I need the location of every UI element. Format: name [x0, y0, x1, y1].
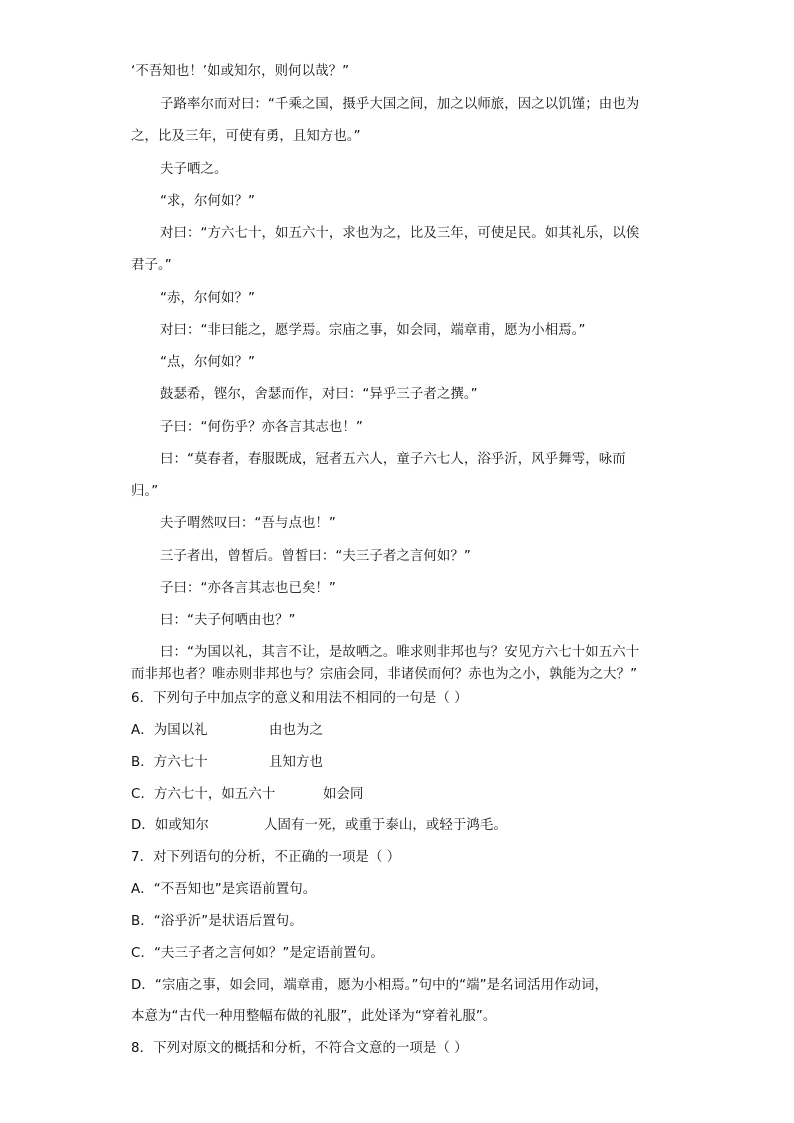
option-row: 本意为“古代一种用整幅布做的礼服”，此处译为“穿着礼服”。	[131, 1009, 497, 1024]
option-text-b: 且知方也	[269, 755, 323, 770]
option-text-a: D．如或知尔	[131, 818, 209, 833]
passage-line: 之，比及三年，可使有勇，且知方也。”	[131, 129, 361, 144]
passage-line: “点，尔何如？”	[160, 355, 256, 370]
option-text-b: 如会同	[323, 787, 364, 802]
passage-line: 夫子哂之。	[160, 162, 228, 177]
passage-line: 对曰：“方六七十，如五六十，求也为之，比及三年，可使足民。如其礼乐，以俟	[160, 226, 640, 241]
passage-line: 子曰：“亦各言其志也已矣！”	[160, 581, 336, 596]
option-row	[131, 817, 507, 835]
option-row: B．“浴乎沂”是状语后置句。	[131, 914, 303, 929]
passage-line: 曰：“为国以礼，其言不让，是故哂之。唯求则非邦也与？安见方六七十如五六十	[160, 645, 640, 660]
passage-line: 夫子喟然叹曰：“吾与点也！”	[160, 516, 336, 531]
passage-line: 子路率尔而对曰：“千乘之国，摄乎大国之间，加之以师旅，因之以饥馑；由也为	[160, 97, 640, 112]
passage-line: ‘不吾知也！’如或知尔，则何以哉？”	[131, 64, 350, 79]
passage-line: 对曰：“非曰能之，愿学焉。宗庙之事，如会同，端章甫，愿为小相焉。”	[160, 323, 586, 338]
option-text-a: B．方六七十	[131, 755, 208, 770]
option-text-b: 人固有一死，或重于泰山，或轻于鸿毛。	[264, 818, 507, 833]
option-row: D．“宗庙之事，如会同，端章甫，愿为小相焉。”句中的“端”是名词活用作动词，	[131, 978, 609, 993]
passage-line: 君子。”	[131, 258, 172, 273]
option-row	[131, 754, 323, 772]
option-row	[131, 786, 364, 804]
passage-line: 鼓瑟希，铿尔，舍瑟而作，对曰：“异乎三子者之撰。”	[160, 387, 478, 402]
option-row: A．“不吾知也”是宾语前置句。	[131, 882, 317, 897]
passage-line: 归。”	[131, 484, 159, 499]
passage-line: “赤，尔何如？”	[160, 291, 256, 306]
option-text-a: A．为国以礼	[131, 723, 208, 738]
question-stem: 6．下列句子中加点字的意义和用法不相同的一句是（ ）	[131, 691, 468, 706]
passage-line: 三子者出，曾皙后。曾皙曰：“夫三子者之言何如？”	[160, 549, 471, 564]
passage-line: “求，尔何如？”	[160, 194, 256, 209]
option-text-b: 由也为之	[269, 723, 323, 738]
passage-line: 曰：“夫子何哂由也？”	[160, 613, 296, 628]
passage-line: 曰：“莫春者，春服既成，冠者五六人，童子六七人，浴乎沂，风乎舞雩，咏而	[160, 452, 626, 467]
passage-line: 子曰：“何伤乎？亦各言其志也！”	[160, 420, 363, 435]
option-row: C．“夫三子者之言何如？”是定语前置句。	[131, 946, 384, 961]
question-stem: 8．下列对原文的概括和分析，不符合文意的一项是（ ）	[131, 1041, 468, 1056]
option-text-a: C．方六七十，如五六十	[131, 787, 276, 802]
question-stem: 7．对下列语句的分析，不正确的一项是（ ）	[131, 850, 401, 865]
passage-line: 而非邦也者？唯赤则非邦也与？宗庙会同，非诸侯而何？赤也为之小，孰能为之大？”	[131, 667, 638, 682]
option-row	[131, 722, 323, 740]
